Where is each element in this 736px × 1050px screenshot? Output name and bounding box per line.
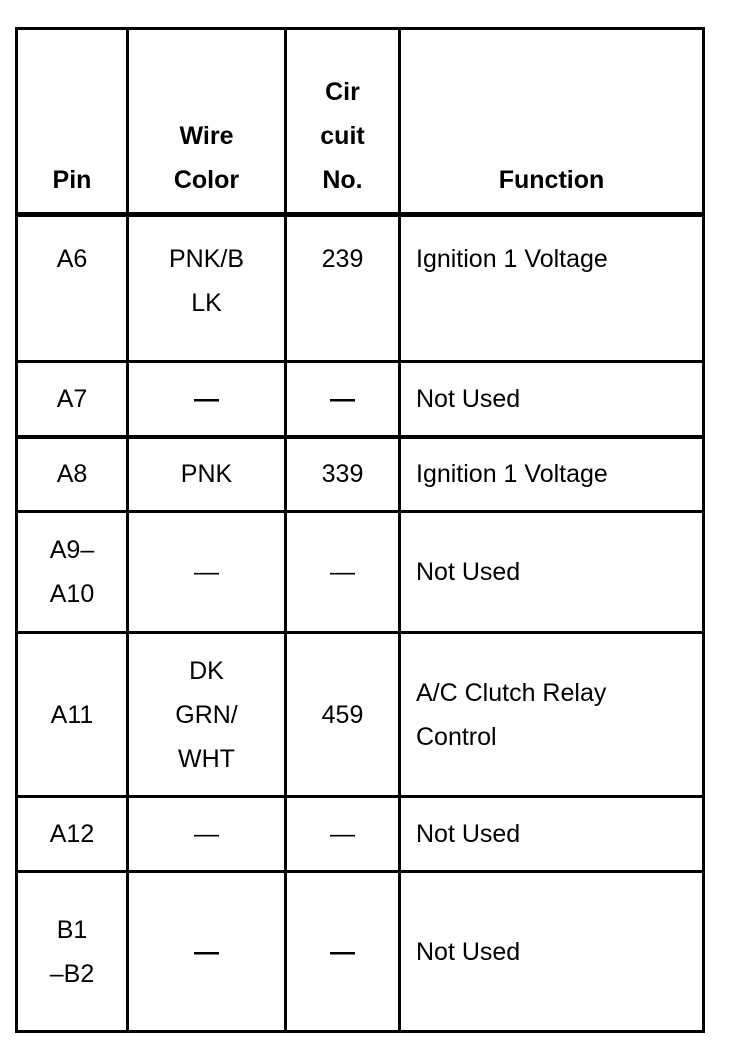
table-row — [17, 872, 704, 1032]
table-row — [17, 512, 704, 633]
table-header — [17, 29, 704, 215]
pin-value: A6 — [56, 245, 88, 273]
function-value: Not Used — [416, 820, 521, 848]
circuit-value: — — [330, 937, 355, 966]
pin-value-line-1: B1 — [56, 915, 88, 944]
circuit-value: 459 — [321, 700, 364, 729]
table-row — [17, 215, 704, 362]
pin-value: A7 — [56, 384, 88, 413]
function-value: Not Used — [416, 558, 521, 586]
header-function-label: Function — [498, 166, 605, 194]
wire-color-value: — — [194, 820, 219, 848]
wire-color-line-1: DK — [189, 656, 224, 685]
function-value: Not Used — [416, 937, 521, 966]
wire-color-cell — [128, 872, 286, 1032]
circuit-cell — [286, 362, 400, 437]
header-pin-label: Pin — [52, 166, 92, 194]
function-cell — [400, 797, 704, 872]
wire-color-value: — — [194, 937, 219, 966]
function-cell — [400, 872, 704, 1032]
wire-color-line-2: LK — [191, 289, 222, 317]
pin-cell — [17, 797, 128, 872]
circuit-cell — [286, 437, 400, 512]
table-row — [17, 633, 704, 797]
header-circuit-line-1: Cir — [325, 78, 360, 106]
wire-color-cell — [128, 437, 286, 512]
wire-color-cell — [128, 362, 286, 437]
pin-cell — [17, 437, 128, 512]
header-circuit-no — [286, 29, 400, 215]
pin-cell — [17, 512, 128, 633]
function-cell — [400, 362, 704, 437]
wire-color-line-2: GRN/ — [175, 700, 238, 729]
header-pin — [17, 29, 128, 215]
function-value-line-2: Control — [416, 722, 497, 751]
circuit-cell — [286, 512, 400, 633]
pin-value-line-1: A9– — [49, 536, 95, 564]
function-value: Ignition 1 Voltage — [416, 460, 608, 489]
wire-color-value: PNK — [180, 460, 233, 489]
circuit-value: — — [330, 820, 355, 848]
circuit-value: — — [330, 558, 355, 586]
circuit-value: 339 — [321, 460, 364, 489]
pin-value: A11 — [50, 700, 94, 729]
header-circuit-line-2: cuit — [320, 122, 365, 150]
function-cell — [400, 215, 704, 362]
circuit-cell — [286, 872, 400, 1032]
pin-value: A8 — [56, 460, 88, 489]
wire-color-cell — [128, 215, 286, 362]
function-cell — [400, 437, 704, 512]
pin-cell — [17, 633, 128, 797]
circuit-cell — [286, 797, 400, 872]
header-row — [17, 29, 704, 215]
wire-color-line-3: WHT — [178, 744, 235, 773]
function-value-line-1: A/C Clutch Relay — [416, 678, 607, 707]
wire-color-value: — — [194, 558, 219, 586]
wire-color-line-1: PNK/B — [168, 245, 245, 273]
header-wire-color-line-1: Wire — [179, 122, 234, 150]
function-cell — [400, 512, 704, 633]
header-wire-color-line-2: Color — [173, 166, 240, 194]
circuit-cell — [286, 215, 400, 362]
pin-cell — [17, 215, 128, 362]
table-row — [17, 437, 704, 512]
header-function — [400, 29, 704, 215]
function-value: Ignition 1 Voltage — [416, 245, 608, 273]
function-value: Not Used — [416, 384, 521, 413]
header-wire-color — [128, 29, 286, 215]
table-row — [17, 362, 704, 437]
wire-color-cell — [128, 512, 286, 633]
pin-value: A12 — [49, 820, 95, 848]
wire-color-cell — [128, 633, 286, 797]
circuit-cell — [286, 633, 400, 797]
pin-cell — [17, 872, 128, 1032]
pin-cell — [17, 362, 128, 437]
wire-color-cell — [128, 797, 286, 872]
table-body — [17, 215, 704, 1032]
wire-color-value: — — [194, 384, 219, 413]
table-row — [17, 797, 704, 872]
pin-function-table — [15, 27, 705, 1033]
circuit-value: 239 — [321, 245, 364, 273]
pin-value-line-2: A10 — [49, 580, 95, 608]
header-circuit-line-3: No. — [322, 166, 363, 194]
pin-value-line-2: –B2 — [49, 959, 95, 988]
function-cell — [400, 633, 704, 797]
circuit-value: — — [330, 384, 355, 413]
